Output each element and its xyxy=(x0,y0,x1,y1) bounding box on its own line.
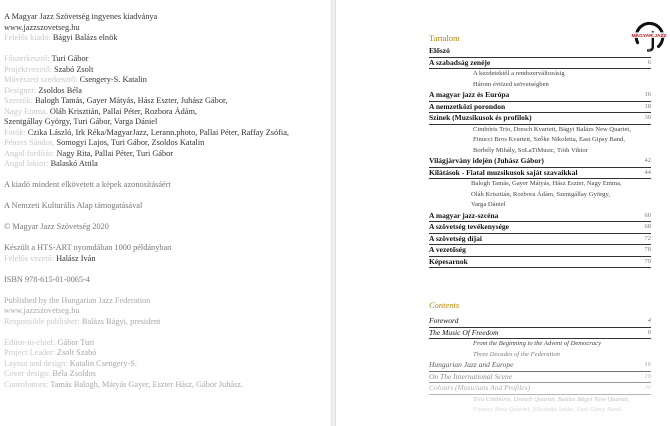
colophon-line xyxy=(4,138,329,149)
colophon-label: Angol fordítás: xyxy=(4,148,55,158)
toc-entry[interactable] xyxy=(429,69,651,80)
colophon-spacer xyxy=(4,44,329,55)
colophon-line xyxy=(4,65,329,76)
colophon-line xyxy=(4,254,329,265)
colophon-line xyxy=(4,380,329,391)
toc-entry-title: From the Beginning to the Advent of Democracy xyxy=(473,340,601,347)
toc-entry[interactable] xyxy=(429,328,651,340)
colophon-line xyxy=(4,296,329,307)
toc-entry-page: 18 xyxy=(644,102,651,110)
toc-entry[interactable] xyxy=(429,156,651,168)
colophon-value: Balogh Tamás, Gayer Mátyás, Hász Eszter, Juhász Gábor, xyxy=(35,96,228,105)
colophon-value: www.jazzszovetseg.hu xyxy=(4,306,80,315)
colophon-line xyxy=(4,369,329,380)
toc-entry-page: 42 xyxy=(644,157,651,164)
toc-entry-title: Kilátások - Fiatal muzsikusok saját szavaikkal xyxy=(429,167,578,177)
toc-entry[interactable] xyxy=(429,102,651,114)
toc-entry[interactable] xyxy=(429,383,651,395)
toc-entry-title: Borbély Mihály, SoLaTiMusic, Tóth Viktor xyxy=(473,146,588,154)
colophon-value: Szabó Zsolt xyxy=(54,64,94,74)
toc-entry-page: 79 xyxy=(644,257,651,265)
colophon-label: Nagy Emma, xyxy=(4,106,48,116)
toc-entry-page: 30 xyxy=(644,384,651,391)
colophon-line xyxy=(4,33,329,44)
colophon-value: Tamás Balogh, Mátyás Gayer, Eszter Hász, Gábor Juhász, xyxy=(50,379,244,389)
colophon-label: Felelős vezető: xyxy=(4,253,54,263)
toc-title: Tartalom xyxy=(429,33,460,43)
toc-entry-title: A magyar jazz-szcéna xyxy=(429,210,499,220)
colophon-value: Balaskó Attila xyxy=(50,159,98,168)
colophon-line xyxy=(4,180,329,191)
colophon-spacer xyxy=(4,264,329,275)
toc-entry-page: 72 xyxy=(644,234,651,242)
toc-entry[interactable] xyxy=(429,200,651,211)
toc-entry-title: A vezetőség xyxy=(429,245,466,254)
toc-entry[interactable] xyxy=(429,146,651,157)
colophon-value: Halász Iván xyxy=(56,253,96,263)
toc-entry-title: Három évtized szövetségben xyxy=(473,80,549,88)
colophon-value: © Magyar Jazz Szövetség 2020 xyxy=(4,222,109,231)
colophon-value: Szentgállay György, Turi Gábor, Varga Dániel xyxy=(4,117,158,126)
colophon-label: Angol lektor: xyxy=(4,159,49,168)
colophon-label: Cover design: xyxy=(4,369,51,378)
toc-entry-title: Varga Dániel xyxy=(471,201,506,208)
colophon-line xyxy=(4,201,329,212)
colophon-value: Bágyi Balázs elnök xyxy=(52,33,118,42)
colophon-line xyxy=(4,317,329,328)
toc-entry-title: Cimbóris Trio, Dresch Kvartett, Bágyi Balázs New Quartet, xyxy=(473,125,631,133)
colophon-spacer xyxy=(4,233,329,244)
toc-entry[interactable] xyxy=(429,245,651,257)
colophon-value: A Magyar Jazz Szövetség ingyenes kiadványa xyxy=(4,12,158,21)
colophon-value: Published by the Hungarian Jazz Federation xyxy=(4,295,151,305)
colophon-value: Zsolt Szabó xyxy=(57,348,97,357)
toc-entry-title: Trio Cimbóris, Dresch Quartet, Balázs Bágyi New Quartet, xyxy=(473,395,630,403)
toc-entry-title: Balogh Tamás, Gayer Mátyás, Hász Eszter, Nagy Emma, xyxy=(471,180,622,187)
colophon-value: Turi Gábor xyxy=(51,54,89,63)
toc-entry[interactable] xyxy=(429,360,651,372)
toc-entry[interactable] xyxy=(429,190,651,201)
toc-entry-page: 6 xyxy=(647,328,651,336)
colophon-spacer xyxy=(4,212,329,223)
toc-entry[interactable] xyxy=(429,46,651,58)
colophon-label: Pénzes Sándor, xyxy=(4,138,55,147)
toc-entry-title: Three Decades of the Federation xyxy=(473,350,560,358)
toc-entry[interactable] xyxy=(429,350,651,361)
colophon-value: Katalin Csengery-S. xyxy=(69,358,137,368)
toc-entry[interactable] xyxy=(429,395,651,406)
colophon-label: Szerzők: xyxy=(4,96,34,105)
colophon-spacer xyxy=(4,327,329,338)
colophon-value: A kiadó mindent elkövetett a képek azonosításáért xyxy=(4,180,171,189)
toc-entry-page: 78 xyxy=(644,246,651,253)
colophon-value: A Nemzeti Kulturális Alap támogatásával xyxy=(4,201,143,210)
toc-entry-title: Színek (Muzsikusok és profilok) xyxy=(429,113,532,122)
svg-text:MAGYAR JAZZ: MAGYAR JAZZ xyxy=(631,34,667,39)
toc-entry-page: 4 xyxy=(647,317,651,324)
toc-entry-page: 18 xyxy=(644,372,651,380)
colophon-line xyxy=(4,86,329,97)
toc-entry[interactable] xyxy=(429,339,651,350)
toc-entry[interactable] xyxy=(429,135,651,146)
colophon-line xyxy=(4,23,329,34)
colophon-value: Balázs Bágyi, president xyxy=(81,316,161,326)
colophon-spacer xyxy=(4,191,329,202)
toc-entry[interactable] xyxy=(429,405,651,416)
toc-entry[interactable] xyxy=(429,179,651,190)
colophon-label: Contributors: xyxy=(4,379,49,389)
colophon-label: Editor-in-chief: xyxy=(4,337,56,347)
colophon-line xyxy=(4,96,329,107)
colophon-label: Designer: xyxy=(4,85,37,95)
toc-entry-title: A szövetség díjai xyxy=(429,233,482,243)
toc-entry-title: Hungarian Jazz and Europe xyxy=(429,360,514,369)
toc-english xyxy=(429,316,651,416)
colophon-value: Nagy Rita, Pallai Péter, Turi Gábor xyxy=(56,148,174,158)
colophon-value: Somogyi Lajos, Turi Gábor, Zsoldos Katalin xyxy=(56,138,205,147)
colophon-line xyxy=(4,275,329,286)
right-page xyxy=(336,0,670,426)
toc-entry-title: Oláh Krisztián, Rozbora Ádám, Szentgállay György, xyxy=(471,190,610,198)
colophon-line xyxy=(4,117,329,128)
toc-entry-title: Foreword xyxy=(429,316,459,325)
colophon-spacer xyxy=(4,285,329,296)
toc-entry[interactable] xyxy=(429,211,651,223)
colophon-line xyxy=(4,12,329,23)
toc-entry-title: On The International Scene xyxy=(429,371,513,381)
colophon xyxy=(4,12,329,390)
toc-entry-title: A kezdetektől a rendszerváltozásig xyxy=(473,70,565,77)
toc-entry[interactable] xyxy=(429,90,651,102)
contents-title: Contents xyxy=(429,300,460,310)
colophon-label: Project Leader: xyxy=(4,348,55,357)
toc-entry-title: A magyar jazz és Európa xyxy=(429,90,510,99)
toc-entry-page: 6 xyxy=(647,58,651,66)
left-page xyxy=(0,0,331,426)
colophon-line xyxy=(4,54,329,65)
toc-entry-page: 30 xyxy=(644,114,651,121)
colophon-value: Gábor Turi xyxy=(57,337,95,347)
colophon-line xyxy=(4,128,329,139)
colophon-value: Zsoldos Béla xyxy=(38,85,82,95)
colophon-value: www.jazzszovetseg.hu xyxy=(4,22,80,32)
colophon-label: Főszerkesztő: xyxy=(4,54,50,63)
colophon-line xyxy=(4,348,329,359)
toc-entry[interactable] xyxy=(429,168,651,180)
colophon-label: Felelős kiadó: xyxy=(4,33,51,42)
colophon-value: Czika László, Irk Réka/MagyarJazz, Lerann.photo, Pallai Péter, Raffay Zsófia, xyxy=(27,127,289,137)
colophon-line xyxy=(4,306,329,317)
toc-entry-title: Előszó xyxy=(429,46,450,55)
colophon-label: Responsible publisher: xyxy=(4,316,80,326)
colophon-value: Csengery-S. Katalin xyxy=(79,75,147,84)
toc-entry[interactable] xyxy=(429,257,651,269)
toc-entry-title: The Music Of Freedom xyxy=(429,327,499,337)
colophon-line xyxy=(4,243,329,254)
colophon-line xyxy=(4,107,329,118)
colophon-spacer xyxy=(4,170,329,181)
toc-entry[interactable] xyxy=(429,222,651,234)
toc-entry-title: Finucci Bros Kvartett, Szőke Nikoletta, East Gipsy Band, xyxy=(473,136,625,143)
toc-entry-title: A nemzetközi porondon xyxy=(429,101,506,111)
colophon-value: Oláh Krisztián, Pallai Péter, Rozbora Ádám, xyxy=(49,106,197,116)
toc-entry[interactable] xyxy=(429,80,651,91)
toc-entry-title: Colours (Musicians And Profiles) xyxy=(429,383,531,392)
toc-entry[interactable] xyxy=(429,58,651,70)
toc-entry-title: A szövetség tevékenysége xyxy=(429,222,509,231)
toc-entry[interactable] xyxy=(429,316,651,328)
toc-entry-page: 44 xyxy=(644,168,651,176)
toc-entry[interactable] xyxy=(429,372,651,384)
colophon-line xyxy=(4,75,329,86)
toc-entry-title: A szabadság zenéje xyxy=(429,57,491,67)
toc-entry-page: 60 xyxy=(644,211,651,219)
colophon-value: Készült a HTS-ART nyomdában 1000 példányban xyxy=(4,243,172,252)
colophon-line xyxy=(4,149,329,160)
toc-entry[interactable] xyxy=(429,234,651,246)
colophon-line xyxy=(4,359,329,370)
colophon-line xyxy=(4,222,329,233)
colophon-label: Művészeti szerkesztő: xyxy=(4,75,78,84)
toc-entry[interactable] xyxy=(429,125,651,136)
colophon-label: Projektvezető: xyxy=(4,64,52,74)
toc-entry[interactable] xyxy=(429,113,651,125)
toc-hungarian xyxy=(429,46,651,268)
colophon-label: Layout and design: xyxy=(4,358,68,368)
toc-entry-title: Képesarnok xyxy=(429,256,468,266)
colophon-line xyxy=(4,338,329,349)
colophon-line xyxy=(4,159,329,170)
toc-entry-page: 16 xyxy=(644,91,651,98)
toc-entry-page: 4 xyxy=(647,47,651,54)
colophon-label: Fotók: xyxy=(4,127,26,137)
toc-entry-title: Világjárvány idején (Juhász Gábor) xyxy=(429,156,544,165)
colophon-value: Béla Zsoldos xyxy=(52,369,96,378)
toc-entry-page: 16 xyxy=(644,361,651,368)
toc-entry-page: 68 xyxy=(644,223,651,230)
toc-entry-title: Finucci Bros Quartet, Nikoletta Szőke, East Gipsy Band, xyxy=(473,406,623,413)
colophon-value: ISBN 978-615-01-0065-4 xyxy=(4,274,90,284)
